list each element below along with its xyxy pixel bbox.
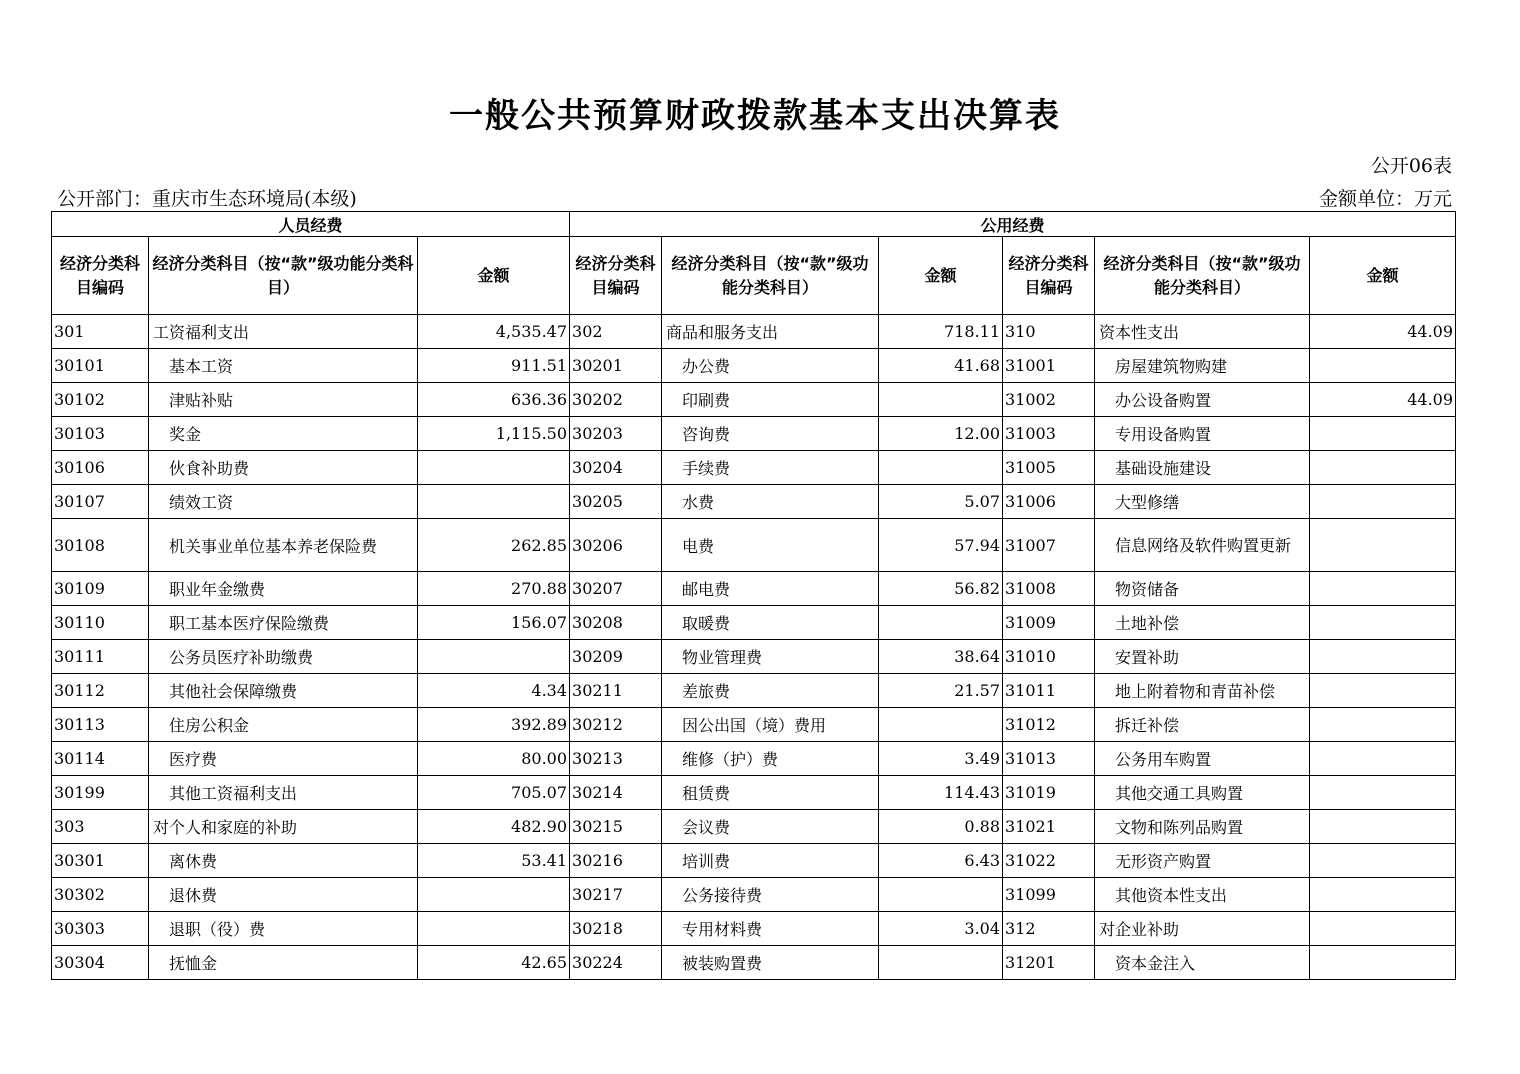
code-cell: 30114 [52, 742, 149, 776]
amount-cell: 21.57 [879, 674, 1003, 708]
header-code-3: 经济分类科目编码 [1003, 237, 1095, 315]
code-cell: 31011 [1003, 674, 1095, 708]
amount-cell: 12.00 [879, 417, 1003, 451]
amount-cell [879, 451, 1003, 485]
table-row [52, 606, 1456, 640]
amount-cell: 636.36 [418, 383, 570, 417]
name-cell: 其他社会保障缴费 [149, 674, 418, 708]
code-cell: 31099 [1003, 878, 1095, 912]
code-cell: 31001 [1003, 349, 1095, 383]
code-cell: 30112 [52, 674, 149, 708]
amount-cell: 262.85 [418, 519, 570, 572]
name-cell: 资本金注入 [1095, 946, 1310, 980]
header-name-3: 经济分类科目（按“款”级功能分类科目） [1095, 237, 1310, 315]
amount-cell [1310, 606, 1456, 640]
amount-cell [418, 485, 570, 519]
name-cell: 职业年金缴费 [149, 572, 418, 606]
code-cell: 30109 [52, 572, 149, 606]
code-cell: 30111 [52, 640, 149, 674]
amount-cell: 3.49 [879, 742, 1003, 776]
name-cell: 退职（役）费 [149, 912, 418, 946]
amount-cell: 705.07 [418, 776, 570, 810]
table-row [52, 640, 1456, 674]
code-cell: 31021 [1003, 810, 1095, 844]
name-cell: 差旅费 [662, 674, 879, 708]
name-cell: 电费 [662, 519, 879, 572]
amount-cell [418, 912, 570, 946]
amount-cell [1310, 640, 1456, 674]
code-cell: 30218 [570, 912, 662, 946]
amount-cell [1310, 878, 1456, 912]
code-cell: 31006 [1003, 485, 1095, 519]
code-cell: 31003 [1003, 417, 1095, 451]
amount-cell: 41.68 [879, 349, 1003, 383]
code-cell: 30209 [570, 640, 662, 674]
name-cell: 绩效工资 [149, 485, 418, 519]
name-cell: 安置补助 [1095, 640, 1310, 674]
code-cell: 30113 [52, 708, 149, 742]
code-cell: 30102 [52, 383, 149, 417]
code-cell: 30206 [570, 519, 662, 572]
code-cell: 31013 [1003, 742, 1095, 776]
table-row [52, 485, 1456, 519]
table-row [52, 742, 1456, 776]
name-cell: 商品和服务支出 [662, 315, 879, 349]
code-cell: 30302 [52, 878, 149, 912]
amount-cell [1310, 519, 1456, 572]
amount-cell [1310, 417, 1456, 451]
amount-cell [1310, 349, 1456, 383]
expenditure-table [51, 211, 1456, 980]
table-row [52, 572, 1456, 606]
amount-cell [1310, 572, 1456, 606]
amount-cell [1310, 776, 1456, 810]
amount-cell: 911.51 [418, 349, 570, 383]
name-cell: 大型修缮 [1095, 485, 1310, 519]
amount-cell [1310, 844, 1456, 878]
code-cell: 31002 [1003, 383, 1095, 417]
name-cell: 抚恤金 [149, 946, 418, 980]
code-cell: 30224 [570, 946, 662, 980]
code-cell: 30106 [52, 451, 149, 485]
code-cell: 30214 [570, 776, 662, 810]
amount-cell: 6.43 [879, 844, 1003, 878]
code-cell: 30301 [52, 844, 149, 878]
code-cell: 30208 [570, 606, 662, 640]
amount-cell: 38.64 [879, 640, 1003, 674]
amount-cell: 718.11 [879, 315, 1003, 349]
table-row [52, 878, 1456, 912]
name-cell: 土地补偿 [1095, 606, 1310, 640]
name-cell: 文物和陈列品购置 [1095, 810, 1310, 844]
code-cell: 30205 [570, 485, 662, 519]
code-cell: 30213 [570, 742, 662, 776]
amount-cell [1310, 912, 1456, 946]
table-row [52, 417, 1456, 451]
name-cell: 专用材料费 [662, 912, 879, 946]
name-cell: 拆迁补偿 [1095, 708, 1310, 742]
name-cell: 办公设备购置 [1095, 383, 1310, 417]
name-cell: 租赁费 [662, 776, 879, 810]
code-cell: 30108 [52, 519, 149, 572]
group-personnel: 人员经费 [52, 212, 570, 237]
name-cell: 被装购置费 [662, 946, 879, 980]
amount-cell [418, 878, 570, 912]
code-cell: 31019 [1003, 776, 1095, 810]
name-cell: 医疗费 [149, 742, 418, 776]
amount-cell [418, 640, 570, 674]
header-amount-3: 金额 [1310, 237, 1456, 315]
amount-cell [879, 383, 1003, 417]
name-cell: 信息网络及软件购置更新 [1095, 519, 1310, 572]
header-code-1: 经济分类科目编码 [52, 237, 149, 315]
table-row [52, 519, 1456, 572]
name-cell: 基本工资 [149, 349, 418, 383]
name-cell: 其他资本性支出 [1095, 878, 1310, 912]
name-cell: 因公出国（境）费用 [662, 708, 879, 742]
amount-cell [1310, 810, 1456, 844]
header-amount-2: 金额 [879, 237, 1003, 315]
amount-cell: 0.88 [879, 810, 1003, 844]
table-row [52, 946, 1456, 980]
name-cell: 维修（护）费 [662, 742, 879, 776]
name-cell: 工资福利支出 [149, 315, 418, 349]
amount-cell: 42.65 [418, 946, 570, 980]
header-name-1: 经济分类科目（按“款”级功能分类科目） [149, 237, 418, 315]
report-title: 一般公共预算财政拨款基本支出决算表 [449, 96, 1061, 136]
amount-cell [879, 878, 1003, 912]
amount-cell: 4,535.47 [418, 315, 570, 349]
table-row [52, 349, 1456, 383]
code-cell: 30304 [52, 946, 149, 980]
table-row [52, 776, 1456, 810]
code-cell: 31010 [1003, 640, 1095, 674]
name-cell: 邮电费 [662, 572, 879, 606]
amount-cell [1310, 946, 1456, 980]
column-header-row [52, 237, 1456, 315]
code-cell: 312 [1003, 912, 1095, 946]
name-cell: 取暖费 [662, 606, 879, 640]
code-cell: 302 [570, 315, 662, 349]
code-cell: 30215 [570, 810, 662, 844]
name-cell: 伙食补助费 [149, 451, 418, 485]
name-cell: 机关事业单位基本养老保险费 [149, 519, 418, 572]
name-cell: 水费 [662, 485, 879, 519]
code-cell: 30202 [570, 383, 662, 417]
name-cell: 公务员医疗补助缴费 [149, 640, 418, 674]
code-cell: 30216 [570, 844, 662, 878]
name-cell: 地上附着物和青苗补偿 [1095, 674, 1310, 708]
code-cell: 31009 [1003, 606, 1095, 640]
code-cell: 301 [52, 315, 149, 349]
code-cell: 30110 [52, 606, 149, 640]
code-cell: 30207 [570, 572, 662, 606]
header-code-2: 经济分类科目编码 [570, 237, 662, 315]
name-cell: 其他工资福利支出 [149, 776, 418, 810]
name-cell: 奖金 [149, 417, 418, 451]
code-cell: 310 [1003, 315, 1095, 349]
header-name-2: 经济分类科目（按“款”级功能分类科目） [662, 237, 879, 315]
code-cell: 30107 [52, 485, 149, 519]
code-cell: 30204 [570, 451, 662, 485]
group-header-row [52, 212, 1456, 237]
code-cell: 31005 [1003, 451, 1095, 485]
amount-cell: 482.90 [418, 810, 570, 844]
name-cell: 专用设备购置 [1095, 417, 1310, 451]
code-cell: 31022 [1003, 844, 1095, 878]
department-label: 公开部门：重庆市生态环境局(本级) [57, 188, 357, 210]
code-cell: 30303 [52, 912, 149, 946]
name-cell: 职工基本医疗保险缴费 [149, 606, 418, 640]
amount-cell [1310, 742, 1456, 776]
name-cell: 对企业补助 [1095, 912, 1310, 946]
amount-cell: 1,115.50 [418, 417, 570, 451]
code-cell: 31008 [1003, 572, 1095, 606]
table-row [52, 912, 1456, 946]
code-cell: 31012 [1003, 708, 1095, 742]
code-cell: 30101 [52, 349, 149, 383]
amount-cell [879, 606, 1003, 640]
table-row [52, 708, 1456, 742]
name-cell: 住房公积金 [149, 708, 418, 742]
name-cell: 公务接待费 [662, 878, 879, 912]
amount-cell: 156.07 [418, 606, 570, 640]
amount-cell: 5.07 [879, 485, 1003, 519]
name-cell: 物资储备 [1095, 572, 1310, 606]
amount-cell [418, 451, 570, 485]
name-cell: 物业管理费 [662, 640, 879, 674]
group-public: 公用经费 [570, 212, 1456, 237]
name-cell: 津贴补贴 [149, 383, 418, 417]
name-cell: 资本性支出 [1095, 315, 1310, 349]
amount-cell: 270.88 [418, 572, 570, 606]
name-cell: 印刷费 [662, 383, 879, 417]
amount-cell: 4.34 [418, 674, 570, 708]
code-cell: 30203 [570, 417, 662, 451]
code-cell: 30212 [570, 708, 662, 742]
name-cell: 会议费 [662, 810, 879, 844]
name-cell: 房屋建筑物购建 [1095, 349, 1310, 383]
code-cell: 30103 [52, 417, 149, 451]
form-number: 公开06表 [1370, 155, 1452, 177]
header-amount-1: 金额 [418, 237, 570, 315]
name-cell: 无形资产购置 [1095, 844, 1310, 878]
code-cell: 30211 [570, 674, 662, 708]
name-cell: 对个人和家庭的补助 [149, 810, 418, 844]
name-cell: 办公费 [662, 349, 879, 383]
amount-cell: 44.09 [1310, 383, 1456, 417]
code-cell: 303 [52, 810, 149, 844]
name-cell: 咨询费 [662, 417, 879, 451]
amount-cell [879, 708, 1003, 742]
amount-cell [1310, 451, 1456, 485]
name-cell: 退休费 [149, 878, 418, 912]
amount-cell: 53.41 [418, 844, 570, 878]
name-cell: 公务用车购置 [1095, 742, 1310, 776]
code-cell: 31201 [1003, 946, 1095, 980]
code-cell: 30217 [570, 878, 662, 912]
amount-cell [879, 946, 1003, 980]
code-cell: 31007 [1003, 519, 1095, 572]
amount-cell: 56.82 [879, 572, 1003, 606]
table-row [52, 315, 1456, 349]
amount-cell: 44.09 [1310, 315, 1456, 349]
amount-cell [1310, 674, 1456, 708]
name-cell: 基础设施建设 [1095, 451, 1310, 485]
name-cell: 离休费 [149, 844, 418, 878]
table-row [52, 451, 1456, 485]
amount-cell: 114.43 [879, 776, 1003, 810]
amount-cell: 57.94 [879, 519, 1003, 572]
amount-cell: 80.00 [418, 742, 570, 776]
name-cell: 手续费 [662, 451, 879, 485]
amount-cell [1310, 485, 1456, 519]
table-row [52, 383, 1456, 417]
table-row [52, 810, 1456, 844]
table-row [52, 844, 1456, 878]
code-cell: 30201 [570, 349, 662, 383]
name-cell: 培训费 [662, 844, 879, 878]
table-row [52, 674, 1456, 708]
code-cell: 30199 [52, 776, 149, 810]
amount-cell: 392.89 [418, 708, 570, 742]
amount-unit-label: 金额单位：万元 [1318, 188, 1452, 210]
name-cell: 其他交通工具购置 [1095, 776, 1310, 810]
amount-cell [1310, 708, 1456, 742]
amount-cell: 3.04 [879, 912, 1003, 946]
